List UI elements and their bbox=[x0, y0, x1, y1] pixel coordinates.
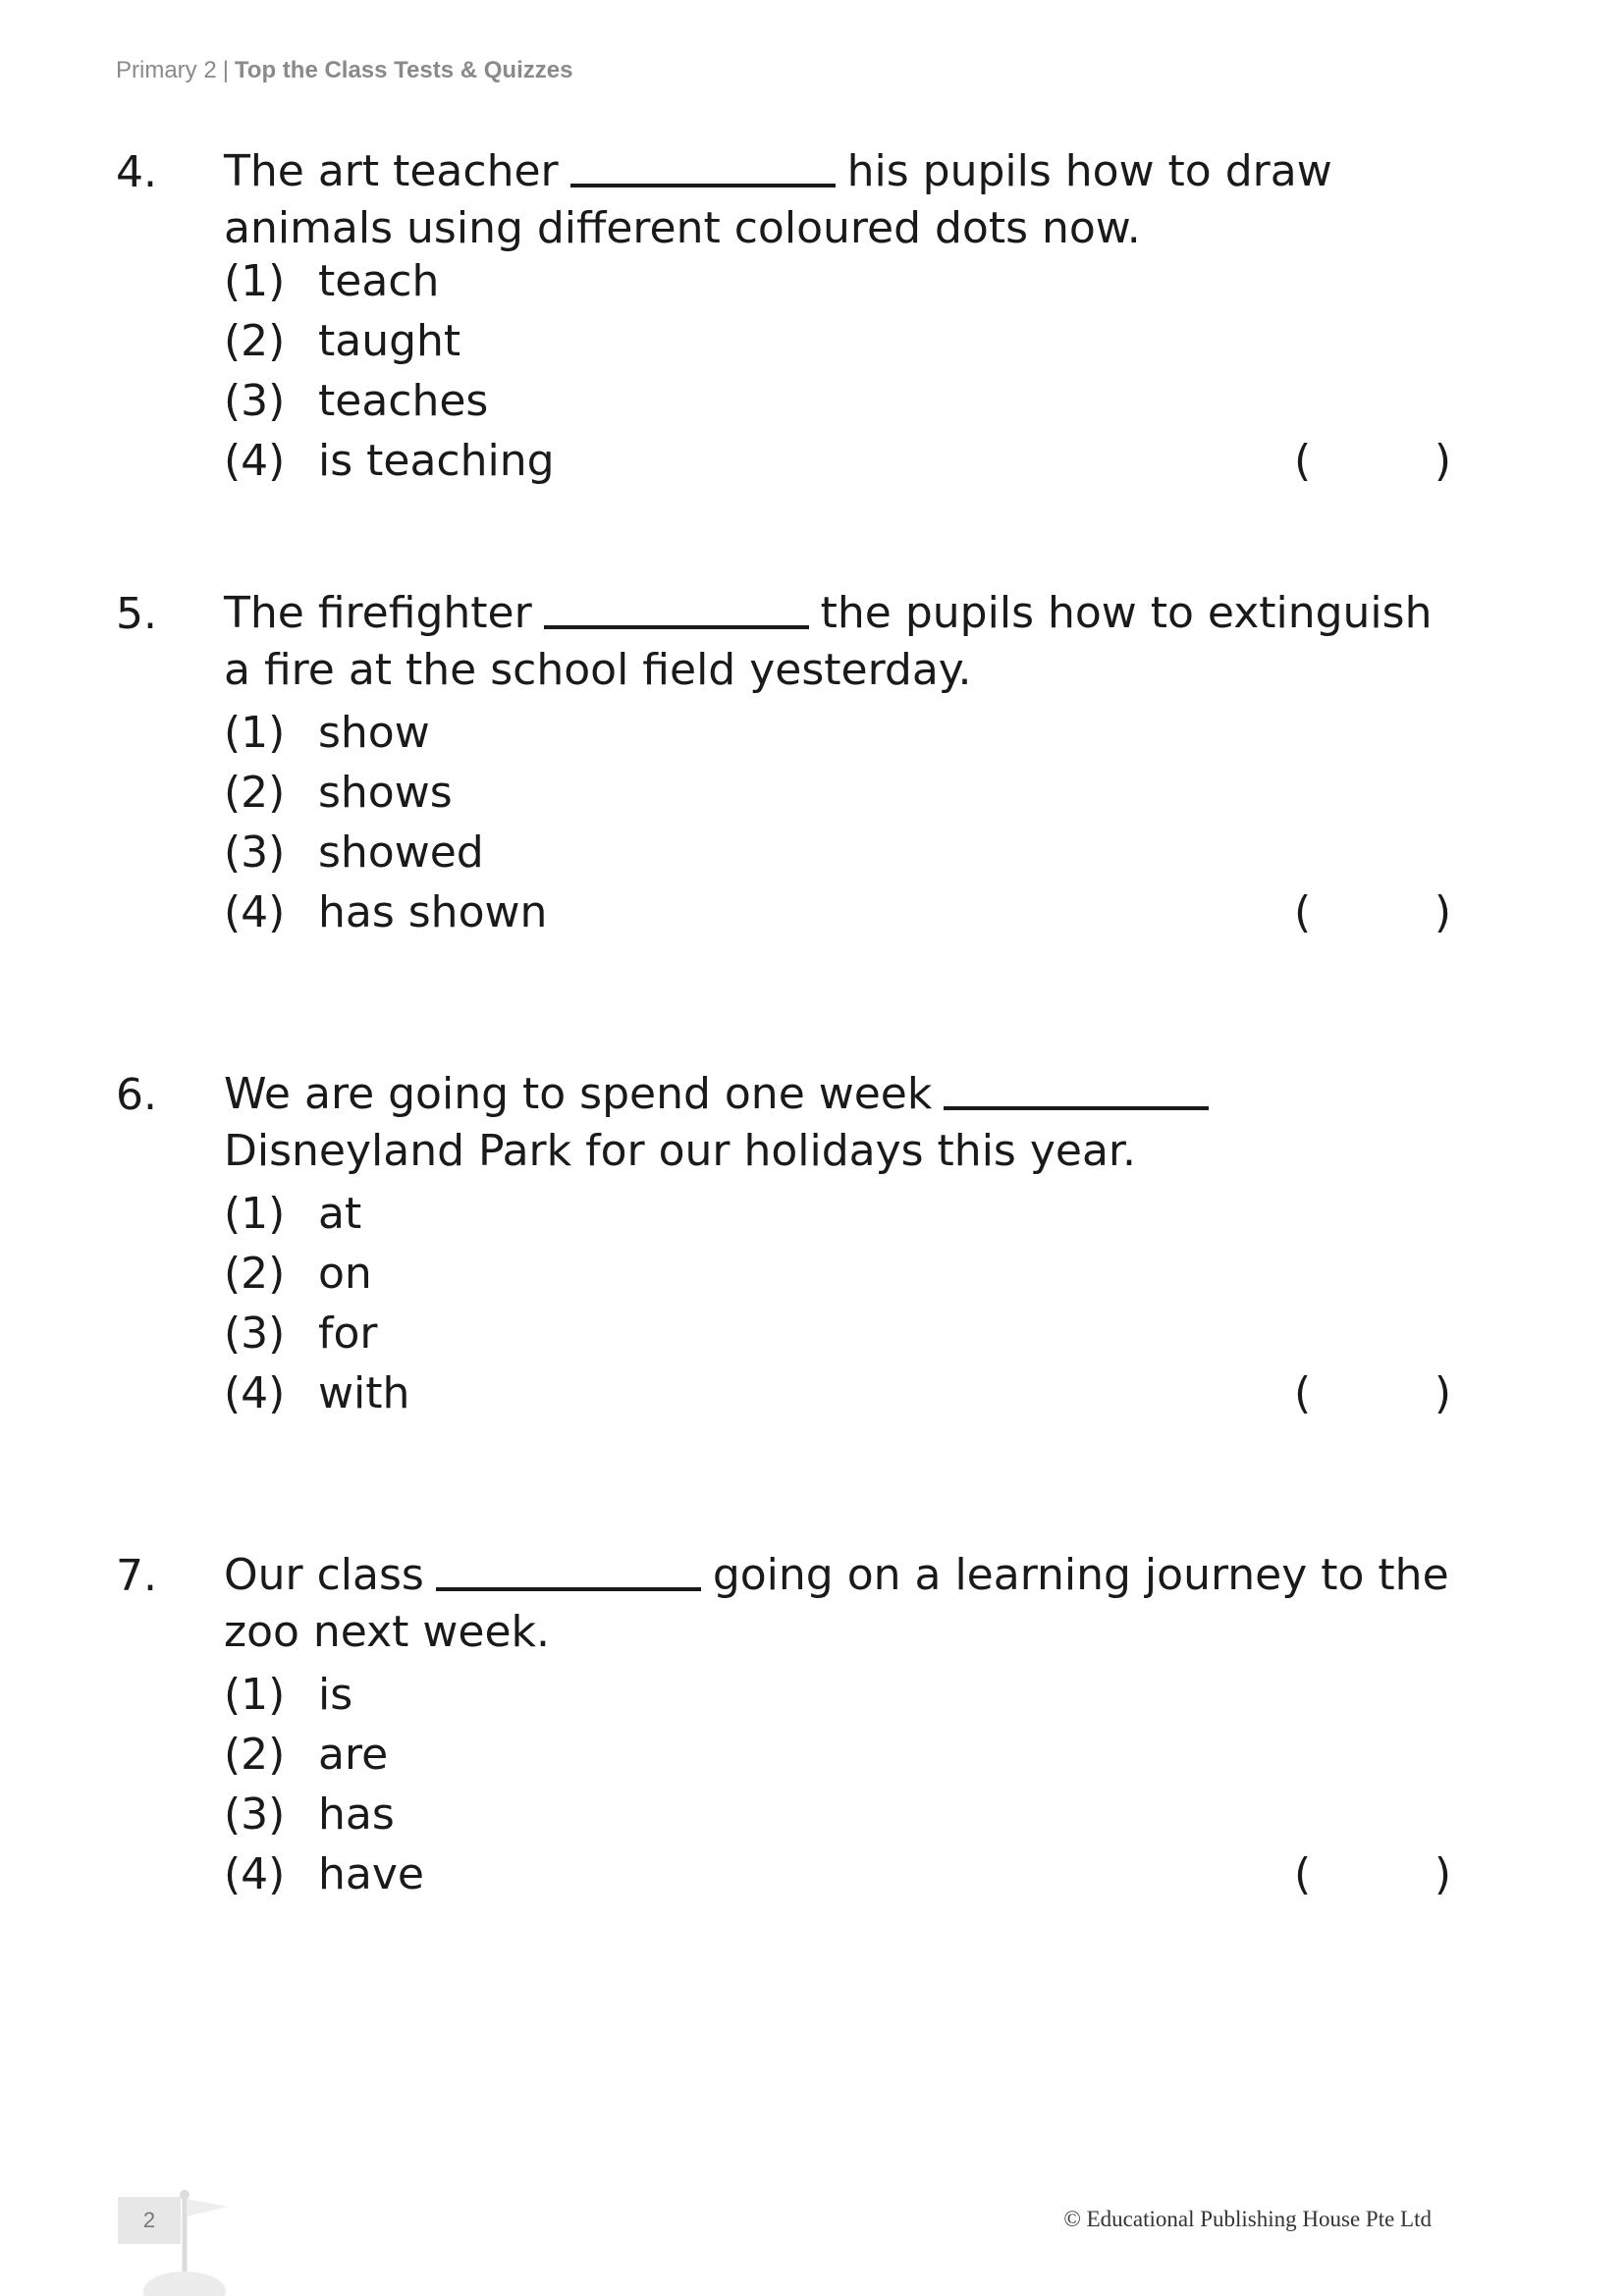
option-text: is teaching bbox=[318, 436, 555, 486]
option-label: (4) bbox=[224, 887, 286, 937]
option-text: show bbox=[318, 708, 430, 758]
stem-after: his pupils how to draw animals using different coloured dots now. bbox=[224, 146, 1332, 253]
page-number: 2 bbox=[142, 2208, 156, 2232]
option-3 bbox=[224, 375, 1451, 435]
option-text: are bbox=[318, 1730, 389, 1780]
option-label: (1) bbox=[224, 1189, 286, 1239]
option-text: teach bbox=[318, 256, 440, 306]
question-number: 4. bbox=[116, 147, 157, 197]
option-text: have bbox=[318, 1849, 424, 1899]
option-text: with bbox=[318, 1368, 410, 1418]
options-list bbox=[224, 1188, 1451, 1427]
option-label: (3) bbox=[224, 828, 286, 878]
answer-blank bbox=[436, 1587, 701, 1591]
answer-close-paren: ) bbox=[1434, 1368, 1451, 1418]
option-label: (1) bbox=[224, 256, 286, 306]
option-text: showed bbox=[318, 828, 484, 878]
stem-before: We are going to spend one week bbox=[224, 1069, 933, 1119]
options-list bbox=[224, 707, 1451, 946]
option-text: teaches bbox=[318, 376, 489, 426]
option-1 bbox=[224, 255, 1451, 315]
answer-blank bbox=[570, 184, 836, 187]
option-label: (2) bbox=[224, 316, 286, 366]
stem-after: Disneyland Park for our holidays this year. bbox=[224, 1126, 1136, 1176]
answer-blank bbox=[544, 625, 809, 629]
option-4 bbox=[224, 435, 1451, 495]
option-3 bbox=[224, 1789, 1451, 1848]
question-number: 5. bbox=[116, 589, 157, 639]
question-stem bbox=[224, 585, 1451, 699]
option-label: (4) bbox=[224, 436, 286, 486]
copyright-notice: © Educational Publishing House Pte Ltd bbox=[1063, 2207, 1432, 2231]
option-label: (3) bbox=[224, 1789, 286, 1840]
option-text: at bbox=[318, 1189, 362, 1239]
option-4 bbox=[224, 886, 1451, 946]
question-number: 6. bbox=[116, 1070, 157, 1120]
option-2 bbox=[224, 767, 1451, 827]
answer-close-paren: ) bbox=[1434, 1849, 1451, 1899]
option-label: (2) bbox=[224, 1730, 286, 1780]
option-2 bbox=[224, 1729, 1451, 1789]
answer-open-paren: ( bbox=[1294, 1849, 1312, 1899]
stem-after: going on a learning journey to the zoo next week. bbox=[224, 1550, 1449, 1657]
option-3 bbox=[224, 1308, 1451, 1367]
option-text: for bbox=[318, 1308, 378, 1359]
option-1 bbox=[224, 1669, 1451, 1729]
option-text: shows bbox=[318, 768, 453, 818]
stem-before: Our class bbox=[224, 1550, 424, 1600]
question-number: 7. bbox=[116, 1551, 157, 1601]
question-stem bbox=[224, 1066, 1451, 1180]
option-4 bbox=[224, 1367, 1451, 1427]
answer-open-paren: ( bbox=[1294, 1368, 1312, 1418]
option-text: is bbox=[318, 1670, 353, 1720]
option-label: (3) bbox=[224, 376, 286, 426]
stem-after: the pupils how to extinguish a fire at the school field yesterday. bbox=[224, 588, 1433, 695]
series-title: Top the Class Tests & Quizzes bbox=[234, 57, 573, 83]
flag-icon bbox=[137, 2185, 245, 2296]
option-label: (2) bbox=[224, 768, 286, 818]
option-text: has bbox=[318, 1789, 395, 1840]
running-header bbox=[116, 57, 572, 84]
option-2 bbox=[224, 1248, 1451, 1308]
answer-blank bbox=[944, 1106, 1209, 1110]
question-stem bbox=[224, 1547, 1451, 1661]
option-label: (4) bbox=[224, 1849, 286, 1899]
option-label: (3) bbox=[224, 1308, 286, 1359]
stem-before: The art teacher bbox=[224, 146, 559, 196]
level-label: Primary 2 bbox=[116, 57, 217, 83]
answer-close-paren: ) bbox=[1434, 887, 1451, 937]
option-2 bbox=[224, 315, 1451, 375]
option-label: (1) bbox=[224, 708, 286, 758]
option-1 bbox=[224, 707, 1451, 767]
option-label: (4) bbox=[224, 1368, 286, 1418]
option-label: (1) bbox=[224, 1670, 286, 1720]
options-list bbox=[224, 255, 1451, 495]
option-3 bbox=[224, 827, 1451, 886]
answer-open-paren: ( bbox=[1294, 436, 1312, 486]
stem-before: The firefighter bbox=[224, 588, 532, 638]
option-text: taught bbox=[318, 316, 461, 366]
answer-open-paren: ( bbox=[1294, 887, 1312, 937]
option-text: on bbox=[318, 1249, 372, 1299]
option-text: has shown bbox=[318, 887, 548, 937]
option-1 bbox=[224, 1188, 1451, 1248]
options-list bbox=[224, 1669, 1451, 1908]
answer-close-paren: ) bbox=[1434, 436, 1451, 486]
header-separator: | bbox=[222, 57, 229, 83]
question-stem bbox=[224, 143, 1451, 257]
option-label: (2) bbox=[224, 1249, 286, 1299]
option-4 bbox=[224, 1848, 1451, 1908]
